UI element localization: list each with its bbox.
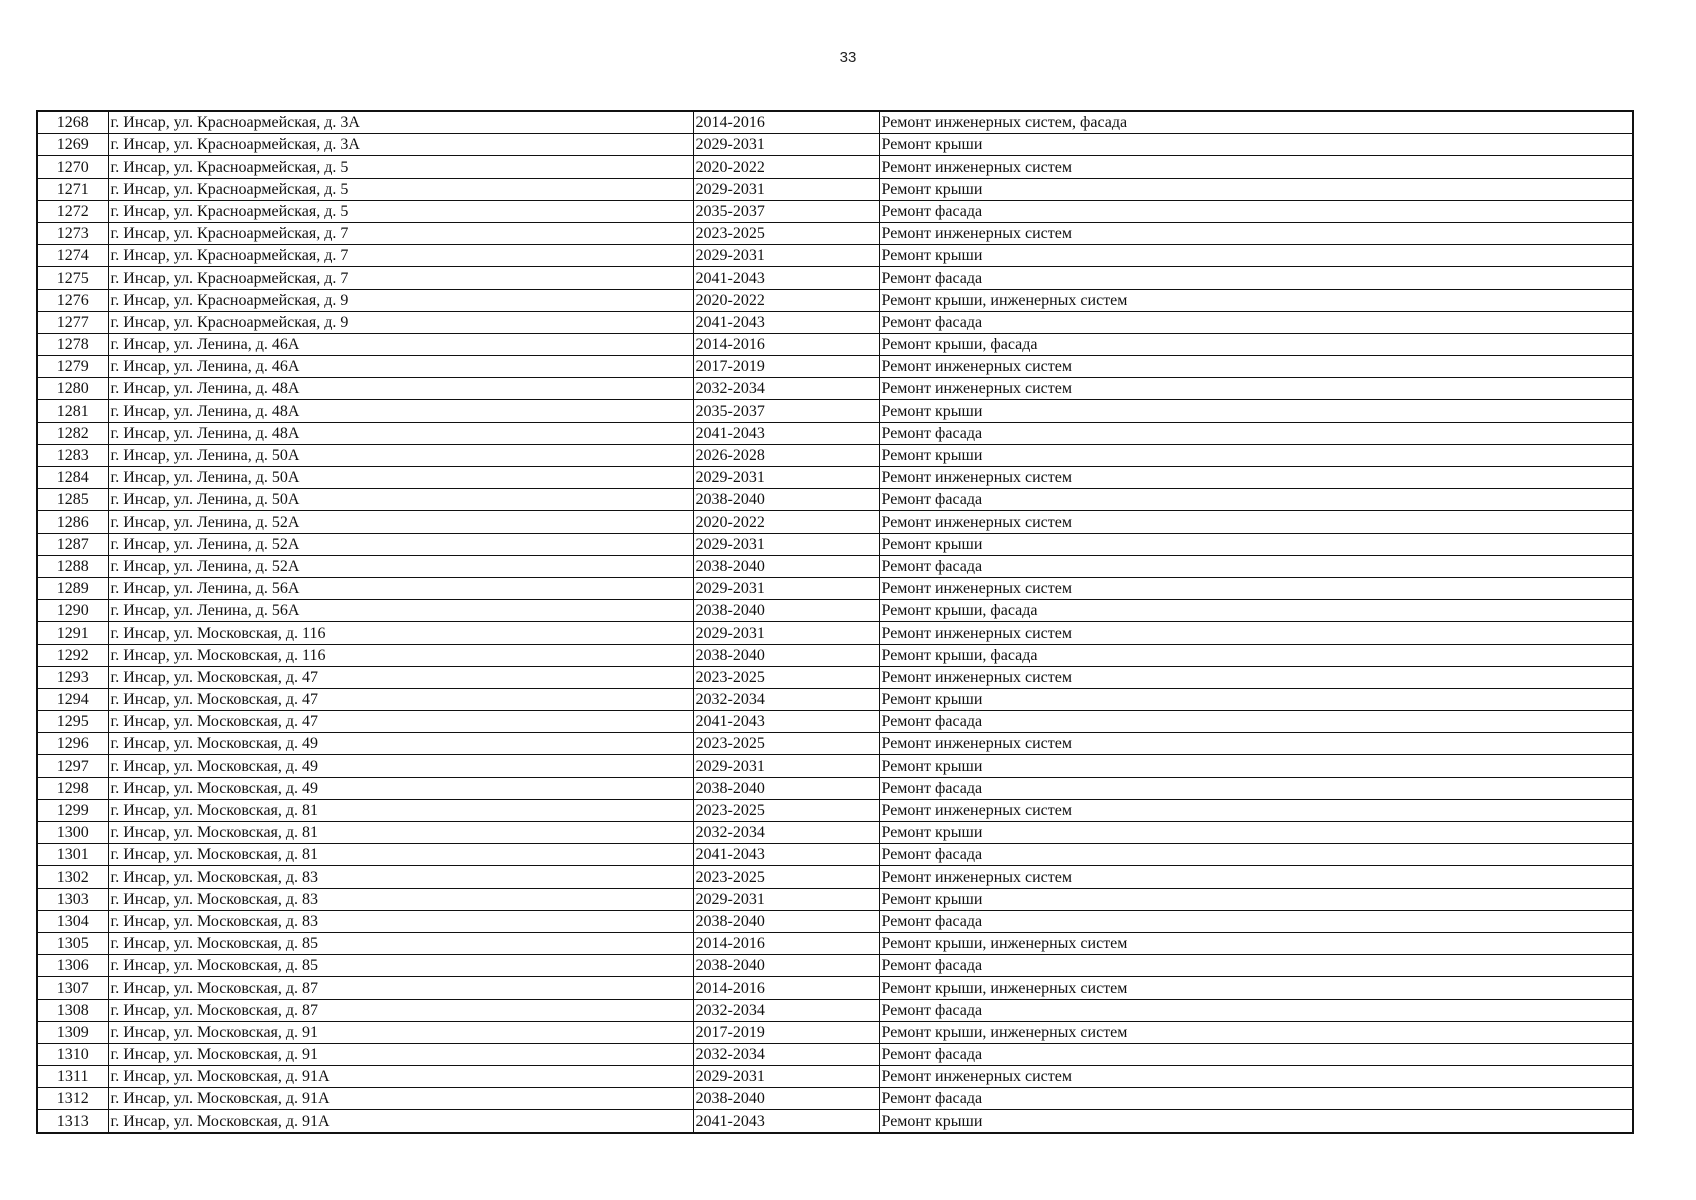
- table-row: [37, 777, 1633, 799]
- work-type-cell: Ремонт крыши, фасада: [879, 600, 1633, 622]
- table-row: [37, 134, 1633, 156]
- address-cell: г. Инсар, ул. Московская, д. 81: [108, 822, 693, 844]
- work-type-cell: Ремонт фасада: [879, 489, 1633, 511]
- period-cell: 2014-2016: [693, 977, 879, 999]
- period-cell: 2014-2016: [693, 932, 879, 954]
- row-number-cell: 1310: [37, 1043, 108, 1065]
- work-type-cell: Ремонт фасада: [879, 910, 1633, 932]
- period-cell: 2029-2031: [693, 245, 879, 267]
- row-number-cell: 1281: [37, 400, 108, 422]
- period-cell: 2029-2031: [693, 533, 879, 555]
- work-type-cell: Ремонт фасада: [879, 1088, 1633, 1110]
- row-number-cell: 1308: [37, 999, 108, 1021]
- address-cell: г. Инсар, ул. Красноармейская, д. 5: [108, 178, 693, 200]
- address-cell: г. Инсар, ул. Московская, д. 91А: [108, 1066, 693, 1088]
- period-cell: 2041-2043: [693, 267, 879, 289]
- work-type-cell: Ремонт крыши, инженерных систем: [879, 977, 1633, 999]
- period-cell: 2029-2031: [693, 134, 879, 156]
- work-type-cell: Ремонт фасада: [879, 844, 1633, 866]
- table-row: [37, 711, 1633, 733]
- work-type-cell: Ремонт инженерных систем: [879, 1066, 1633, 1088]
- period-cell: 2041-2043: [693, 1110, 879, 1133]
- row-number-cell: 1286: [37, 511, 108, 533]
- period-cell: 2023-2025: [693, 799, 879, 821]
- work-type-cell: Ремонт инженерных систем: [879, 666, 1633, 688]
- table-row: [37, 866, 1633, 888]
- period-cell: 2029-2031: [693, 1066, 879, 1088]
- row-number-cell: 1285: [37, 489, 108, 511]
- work-type-cell: Ремонт инженерных систем: [879, 622, 1633, 644]
- address-cell: г. Инсар, ул. Ленина, д. 50А: [108, 467, 693, 489]
- address-cell: г. Инсар, ул. Московская, д. 47: [108, 711, 693, 733]
- work-type-cell: Ремонт инженерных систем: [879, 511, 1633, 533]
- work-type-cell: Ремонт фасада: [879, 200, 1633, 222]
- period-cell: 2032-2034: [693, 378, 879, 400]
- row-number-cell: 1299: [37, 799, 108, 821]
- address-cell: г. Инсар, ул. Красноармейская, д. 7: [108, 222, 693, 244]
- period-cell: 2023-2025: [693, 733, 879, 755]
- period-cell: 2032-2034: [693, 822, 879, 844]
- row-number-cell: 1309: [37, 1021, 108, 1043]
- address-cell: г. Инсар, ул. Московская, д. 47: [108, 688, 693, 710]
- period-cell: 2020-2022: [693, 156, 879, 178]
- address-cell: г. Инсар, ул. Красноармейская, д. 7: [108, 267, 693, 289]
- row-number-cell: 1311: [37, 1066, 108, 1088]
- table-row: [37, 378, 1633, 400]
- row-number-cell: 1284: [37, 467, 108, 489]
- table-row: [37, 799, 1633, 821]
- period-cell: 2032-2034: [693, 688, 879, 710]
- work-type-cell: Ремонт крыши: [879, 1110, 1633, 1133]
- period-cell: 2038-2040: [693, 910, 879, 932]
- table-row: [37, 1043, 1633, 1065]
- row-number-cell: 1269: [37, 134, 108, 156]
- period-cell: 2041-2043: [693, 711, 879, 733]
- work-type-cell: Ремонт крыши: [879, 888, 1633, 910]
- work-type-cell: Ремонт инженерных систем: [879, 356, 1633, 378]
- table-row: [37, 822, 1633, 844]
- period-cell: 2029-2031: [693, 755, 879, 777]
- period-cell: 2017-2019: [693, 1021, 879, 1043]
- work-type-cell: Ремонт инженерных систем: [879, 378, 1633, 400]
- row-number-cell: 1313: [37, 1110, 108, 1133]
- repair-schedule-table: [36, 110, 1634, 1134]
- address-cell: г. Инсар, ул. Ленина, д. 52А: [108, 533, 693, 555]
- address-cell: г. Инсар, ул. Ленина, д. 48А: [108, 422, 693, 444]
- period-cell: 2038-2040: [693, 1088, 879, 1110]
- address-cell: г. Инсар, ул. Ленина, д. 46А: [108, 333, 693, 355]
- address-cell: г. Инсар, ул. Красноармейская, д. 5: [108, 200, 693, 222]
- work-type-cell: Ремонт фасада: [879, 267, 1633, 289]
- period-cell: 2029-2031: [693, 622, 879, 644]
- row-number-cell: 1292: [37, 644, 108, 666]
- work-type-cell: Ремонт крыши: [879, 822, 1633, 844]
- period-cell: 2017-2019: [693, 356, 879, 378]
- work-type-cell: Ремонт инженерных систем: [879, 156, 1633, 178]
- address-cell: г. Инсар, ул. Московская, д. 85: [108, 955, 693, 977]
- work-type-cell: Ремонт крыши: [879, 688, 1633, 710]
- period-cell: 2029-2031: [693, 467, 879, 489]
- table-row: [37, 688, 1633, 710]
- row-number-cell: 1268: [37, 111, 108, 134]
- period-cell: 2035-2037: [693, 200, 879, 222]
- address-cell: г. Инсар, ул. Московская, д. 91: [108, 1021, 693, 1043]
- period-cell: 2029-2031: [693, 577, 879, 599]
- work-type-cell: Ремонт фасада: [879, 422, 1633, 444]
- table-row: [37, 622, 1633, 644]
- row-number-cell: 1276: [37, 289, 108, 311]
- work-type-cell: Ремонт инженерных систем: [879, 733, 1633, 755]
- table-row: [37, 311, 1633, 333]
- table-row: [37, 555, 1633, 577]
- address-cell: г. Инсар, ул. Ленина, д. 48А: [108, 378, 693, 400]
- period-cell: 2020-2022: [693, 511, 879, 533]
- row-number-cell: 1280: [37, 378, 108, 400]
- address-cell: г. Инсар, ул. Московская, д. 81: [108, 844, 693, 866]
- row-number-cell: 1279: [37, 356, 108, 378]
- table-row: [37, 1088, 1633, 1110]
- row-number-cell: 1288: [37, 555, 108, 577]
- period-cell: 2032-2034: [693, 1043, 879, 1065]
- table-row: [37, 999, 1633, 1021]
- address-cell: г. Инсар, ул. Красноармейская, д. 7: [108, 245, 693, 267]
- address-cell: г. Инсар, ул. Ленина, д. 46А: [108, 356, 693, 378]
- table-row: [37, 511, 1633, 533]
- table-row: [37, 267, 1633, 289]
- work-type-cell: Ремонт инженерных систем: [879, 467, 1633, 489]
- work-type-cell: Ремонт фасада: [879, 1043, 1633, 1065]
- period-cell: 2035-2037: [693, 400, 879, 422]
- table-row: [37, 888, 1633, 910]
- table-row: [37, 289, 1633, 311]
- period-cell: 2014-2016: [693, 333, 879, 355]
- row-number-cell: 1291: [37, 622, 108, 644]
- row-number-cell: 1293: [37, 666, 108, 688]
- row-number-cell: 1303: [37, 888, 108, 910]
- work-type-cell: Ремонт инженерных систем: [879, 799, 1633, 821]
- work-type-cell: Ремонт крыши, инженерных систем: [879, 289, 1633, 311]
- row-number-cell: 1271: [37, 178, 108, 200]
- address-cell: г. Инсар, ул. Московская, д. 116: [108, 644, 693, 666]
- table-row: [37, 111, 1633, 134]
- period-cell: 2038-2040: [693, 777, 879, 799]
- row-number-cell: 1290: [37, 600, 108, 622]
- address-cell: г. Инсар, ул. Московская, д. 91А: [108, 1088, 693, 1110]
- work-type-cell: Ремонт фасада: [879, 777, 1633, 799]
- row-number-cell: 1298: [37, 777, 108, 799]
- period-cell: 2038-2040: [693, 600, 879, 622]
- table-row: [37, 644, 1633, 666]
- address-cell: г. Инсар, ул. Красноармейская, д. 5: [108, 156, 693, 178]
- address-cell: г. Инсар, ул. Ленина, д. 50А: [108, 444, 693, 466]
- row-number-cell: 1304: [37, 910, 108, 932]
- table-row: [37, 400, 1633, 422]
- period-cell: 2014-2016: [693, 111, 879, 134]
- work-type-cell: Ремонт крыши: [879, 134, 1633, 156]
- table-row: [37, 600, 1633, 622]
- table-body: [37, 111, 1633, 1133]
- row-number-cell: 1277: [37, 311, 108, 333]
- address-cell: г. Инсар, ул. Московская, д. 81: [108, 799, 693, 821]
- address-cell: г. Инсар, ул. Московская, д. 47: [108, 666, 693, 688]
- row-number-cell: 1305: [37, 932, 108, 954]
- table-row: [37, 910, 1633, 932]
- table-row: [37, 733, 1633, 755]
- row-number-cell: 1273: [37, 222, 108, 244]
- work-type-cell: Ремонт крыши: [879, 178, 1633, 200]
- address-cell: г. Инсар, ул. Красноармейская, д. 9: [108, 311, 693, 333]
- table-row: [37, 955, 1633, 977]
- row-number-cell: 1300: [37, 822, 108, 844]
- table-row: [37, 755, 1633, 777]
- period-cell: 2038-2040: [693, 644, 879, 666]
- table-row: [37, 178, 1633, 200]
- address-cell: г. Инсар, ул. Московская, д. 83: [108, 888, 693, 910]
- table-row: [37, 932, 1633, 954]
- period-cell: 2038-2040: [693, 555, 879, 577]
- address-cell: г. Инсар, ул. Московская, д. 87: [108, 977, 693, 999]
- table-row: [37, 222, 1633, 244]
- work-type-cell: Ремонт крыши, фасада: [879, 644, 1633, 666]
- table-row: [37, 422, 1633, 444]
- period-cell: 2026-2028: [693, 444, 879, 466]
- period-cell: 2020-2022: [693, 289, 879, 311]
- table-row: [37, 356, 1633, 378]
- address-cell: г. Инсар, ул. Ленина, д. 50А: [108, 489, 693, 511]
- work-type-cell: Ремонт фасада: [879, 711, 1633, 733]
- period-cell: 2038-2040: [693, 955, 879, 977]
- period-cell: 2041-2043: [693, 844, 879, 866]
- table-row: [37, 200, 1633, 222]
- work-type-cell: Ремонт инженерных систем: [879, 222, 1633, 244]
- work-type-cell: Ремонт инженерных систем: [879, 866, 1633, 888]
- table-row: [37, 156, 1633, 178]
- period-cell: 2038-2040: [693, 489, 879, 511]
- address-cell: г. Инсар, ул. Московская, д. 85: [108, 932, 693, 954]
- table-row: [37, 577, 1633, 599]
- row-number-cell: 1283: [37, 444, 108, 466]
- table-row: [37, 666, 1633, 688]
- table-row: [37, 977, 1633, 999]
- work-type-cell: Ремонт крыши: [879, 400, 1633, 422]
- address-cell: г. Инсар, ул. Красноармейская, д. 3А: [108, 111, 693, 134]
- period-cell: 2032-2034: [693, 999, 879, 1021]
- address-cell: г. Инсар, ул. Ленина, д. 56А: [108, 577, 693, 599]
- row-number-cell: 1306: [37, 955, 108, 977]
- address-cell: г. Инсар, ул. Московская, д. 91А: [108, 1110, 693, 1133]
- row-number-cell: 1278: [37, 333, 108, 355]
- work-type-cell: Ремонт крыши, инженерных систем: [879, 932, 1633, 954]
- address-cell: г. Инсар, ул. Московская, д. 49: [108, 777, 693, 799]
- row-number-cell: 1301: [37, 844, 108, 866]
- row-number-cell: 1289: [37, 577, 108, 599]
- work-type-cell: Ремонт крыши, фасада: [879, 333, 1633, 355]
- work-type-cell: Ремонт фасада: [879, 955, 1633, 977]
- period-cell: 2029-2031: [693, 178, 879, 200]
- row-number-cell: 1295: [37, 711, 108, 733]
- row-number-cell: 1275: [37, 267, 108, 289]
- row-number-cell: 1294: [37, 688, 108, 710]
- row-number-cell: 1270: [37, 156, 108, 178]
- table-row: [37, 1021, 1633, 1043]
- period-cell: 2023-2025: [693, 866, 879, 888]
- work-type-cell: Ремонт крыши: [879, 245, 1633, 267]
- period-cell: 2029-2031: [693, 888, 879, 910]
- row-number-cell: 1312: [37, 1088, 108, 1110]
- address-cell: г. Инсар, ул. Московская, д. 83: [108, 910, 693, 932]
- table-row: [37, 467, 1633, 489]
- table-row: [37, 245, 1633, 267]
- address-cell: г. Инсар, ул. Ленина, д. 52А: [108, 511, 693, 533]
- address-cell: г. Инсар, ул. Московская, д. 49: [108, 733, 693, 755]
- row-number-cell: 1287: [37, 533, 108, 555]
- address-cell: г. Инсар, ул. Ленина, д. 48А: [108, 400, 693, 422]
- table-row: [37, 333, 1633, 355]
- table-row: [37, 1110, 1633, 1133]
- table-row: [37, 1066, 1633, 1088]
- address-cell: г. Инсар, ул. Ленина, д. 56А: [108, 600, 693, 622]
- address-cell: г. Инсар, ул. Ленина, д. 52А: [108, 555, 693, 577]
- address-cell: г. Инсар, ул. Московская, д. 49: [108, 755, 693, 777]
- row-number-cell: 1307: [37, 977, 108, 999]
- work-type-cell: Ремонт фасада: [879, 555, 1633, 577]
- work-type-cell: Ремонт крыши: [879, 444, 1633, 466]
- row-number-cell: 1282: [37, 422, 108, 444]
- address-cell: г. Инсар, ул. Московская, д. 83: [108, 866, 693, 888]
- row-number-cell: 1272: [37, 200, 108, 222]
- work-type-cell: Ремонт фасада: [879, 999, 1633, 1021]
- table-row: [37, 844, 1633, 866]
- address-cell: г. Инсар, ул. Красноармейская, д. 9: [108, 289, 693, 311]
- work-type-cell: Ремонт крыши, инженерных систем: [879, 1021, 1633, 1043]
- period-cell: 2023-2025: [693, 222, 879, 244]
- period-cell: 2041-2043: [693, 311, 879, 333]
- row-number-cell: 1302: [37, 866, 108, 888]
- row-number-cell: 1297: [37, 755, 108, 777]
- row-number-cell: 1274: [37, 245, 108, 267]
- work-type-cell: Ремонт инженерных систем: [879, 577, 1633, 599]
- work-type-cell: Ремонт инженерных систем, фасада: [879, 111, 1633, 134]
- row-number-cell: 1296: [37, 733, 108, 755]
- address-cell: г. Инсар, ул. Красноармейская, д. 3А: [108, 134, 693, 156]
- period-cell: 2023-2025: [693, 666, 879, 688]
- work-type-cell: Ремонт крыши: [879, 755, 1633, 777]
- address-cell: г. Инсар, ул. Московская, д. 91: [108, 1043, 693, 1065]
- table-row: [37, 533, 1633, 555]
- period-cell: 2041-2043: [693, 422, 879, 444]
- address-cell: г. Инсар, ул. Московская, д. 116: [108, 622, 693, 644]
- page-number: 33: [839, 49, 857, 66]
- address-cell: г. Инсар, ул. Московская, д. 87: [108, 999, 693, 1021]
- table-row: [37, 444, 1633, 466]
- table-row: [37, 489, 1633, 511]
- work-type-cell: Ремонт фасада: [879, 311, 1633, 333]
- work-type-cell: Ремонт крыши: [879, 533, 1633, 555]
